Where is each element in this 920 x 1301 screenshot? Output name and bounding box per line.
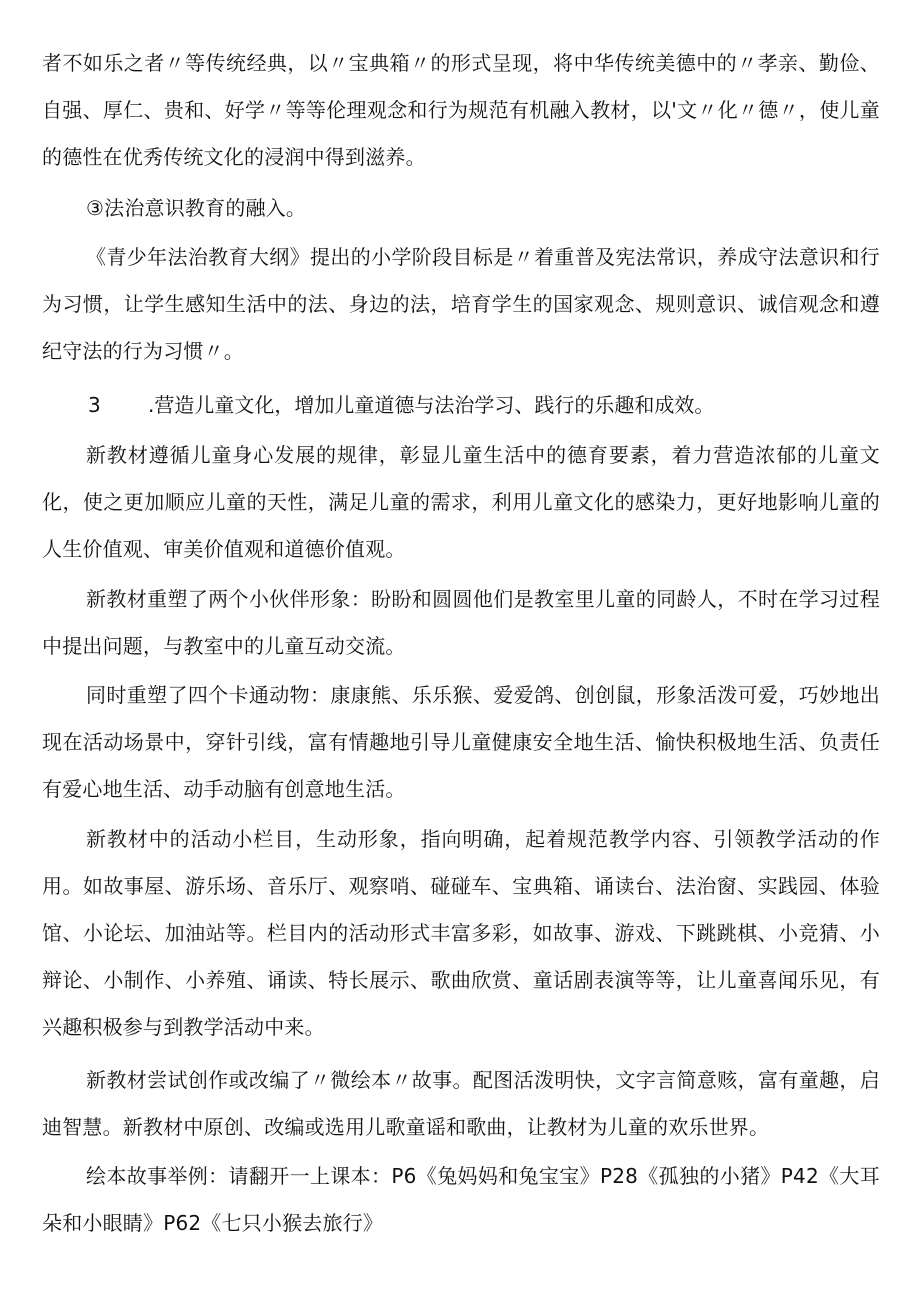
paragraph-traditional-virtues: 者不如乐之者〃等传统经典，以〃宝典箱〃的形式呈现，将中华传统美德中的〃孝亲、勤俭、自强、厚仁、贵和、好学〃等等伦理观念和行为规范有机融入教材，以'文〃化〃德〃，使儿童的德性在优秀传统文化的浸润中得到滋养。 [42,51,880,169]
paragraph-child-culture: 新教材遵循儿童身心发展的规律，彰显儿童生活中的德育要素，着力营造浓郁的儿童文化，使之更加顺应儿童的天性，满足儿童的需求，利用儿童文化的感染力，更好地影响儿童的人生价值观、审美价值观和道德价值观。 [42,443,880,561]
paragraph-law-education-heading: ③法治意识教育的融入。 [86,196,307,220]
paragraph-companions: 新教材重塑了两个小伙伴形象：盼盼和圆圆他们是教室里儿童的同龄人，不时在学习过程中提出问题，与教室中的儿童互动交流。 [42,587,880,658]
paragraph-story-examples: 绘本故事举例：请翻开一上课本：P6《兔妈妈和兔宝宝》P28《孤独的小猪》P42《大耳朵和小眼睛》P62《七只小猴去旅行》 [42,1164,880,1235]
section-heading: .营造儿童文化，增加儿童道德与法治学习、践行的乐趣和成效。 [148,393,715,417]
paragraph-picture-books: 新教材尝试创作或改编了〃微绘本〃故事。配图活泼明快，文字言简意赅，富有童趣，启迪智慧。新教材中原创、改编或选用儿歌童谣和歌曲，让教材为儿童的欢乐世界。 [42,1068,880,1139]
paragraph-cartoon-animals: 同时重塑了四个卡通动物：康康熊、乐乐猴、爱爱鸽、创创鼠，形象活泼可爱，巧妙地出现在活动场景中，穿针引线，富有情趣地引导儿童健康安全地生活、愉快积极地生活、负责任有爱心地生活、动手动脑有创意地生活。 [42,683,880,801]
paragraph-law-education-outline: 《青少年法治教育大纲》提出的小学阶段目标是〃着重普及宪法常识，养成守法意识和行为习惯，让学生感知生活中的法、身边的法，培育学生的国家观念、规则意识、诚信观念和遵纪守法的行为习惯〃。 [42,245,880,363]
section-number: 3 [88,393,101,417]
paragraph-activity-columns: 新教材中的活动小栏目，生动形象，指向明确，起着规范教学内容、引领教学活动的作用。如故事屋、游乐场、音乐厅、观察哨、碰碰车、宝典箱、诵读台、法治窗、实践园、体验馆、小论坛、加油站等。栏目内的活动形式丰富多彩，如故事、游戏、下跳跳棋、小竞猜、小辩论、小制作、小养殖、诵读、特长展示、歌曲欣赏、童话剧表演等等，让儿童喜闻乐见，有兴趣积极参与到教学活动中来。 [42,827,880,1039]
